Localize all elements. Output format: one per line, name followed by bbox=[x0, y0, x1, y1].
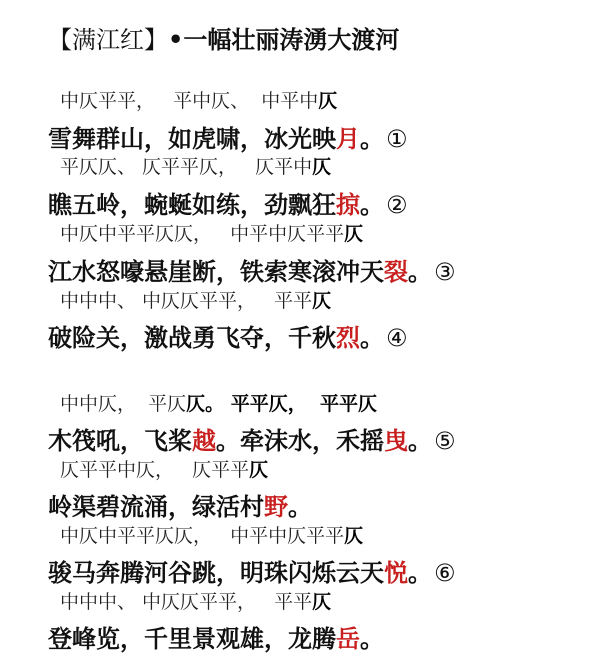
verse-line-6-tail: 。 bbox=[288, 492, 312, 521]
verse-line-4-text: 破险关，激战勇飞夺，千秋 bbox=[48, 323, 336, 352]
tone-pattern-3-last: 仄 bbox=[344, 223, 364, 245]
tone-pattern-7 bbox=[60, 521, 363, 548]
poem-title bbox=[48, 20, 399, 55]
verse-line-4-tail: 。 bbox=[360, 323, 384, 352]
verse-line-3-tail: 。 bbox=[408, 257, 432, 286]
rhyme-char-7: 悦 bbox=[384, 558, 408, 587]
tone-pattern-8-text: 中中中、 中仄仄平平， 平平 bbox=[60, 591, 313, 613]
rhyme-char-6: 野 bbox=[264, 492, 288, 521]
verse-number-1: ① bbox=[386, 125, 408, 153]
tone-pattern-2-last: 仄 bbox=[312, 156, 332, 178]
verse-line-2 bbox=[48, 185, 408, 220]
verse-line-1 bbox=[48, 119, 408, 154]
tone-pattern-2-text: 平仄仄、 仄平平仄， 仄平中 bbox=[60, 156, 313, 178]
tone-pattern-6 bbox=[60, 455, 268, 482]
verse-line-5 bbox=[48, 421, 456, 456]
verse-line-7-tail: 。 bbox=[408, 558, 432, 587]
verse-line-4 bbox=[48, 318, 408, 353]
verse-line-3 bbox=[48, 252, 456, 287]
verse-line-5-tail2: 。 bbox=[408, 426, 432, 455]
tone-pattern-3 bbox=[60, 219, 363, 246]
verse-line-3-text: 江水怒嚎悬崖断，铁索寒滚冲天 bbox=[48, 257, 384, 286]
rhyme-char-1: 月 bbox=[336, 124, 360, 153]
verse-line-8-tail: 。 bbox=[360, 624, 384, 653]
tone-pattern-4-text: 中中中、 中仄仄平平， 平平 bbox=[60, 290, 313, 312]
tone-pattern-4-last: 仄 bbox=[312, 290, 332, 312]
tone-pattern-5-text: 中中仄， 平仄 bbox=[60, 393, 187, 415]
title-main: •一幅壮丽涛湧大渡河 bbox=[168, 25, 400, 54]
tone-pattern-7-text: 中仄中平平仄仄， 中平中仄平平 bbox=[60, 525, 345, 547]
tone-pattern-8 bbox=[60, 587, 331, 614]
rhyme-char-4: 烈 bbox=[336, 323, 360, 352]
tone-pattern-1-last: 仄 bbox=[318, 90, 338, 112]
verse-line-5-text: 木筏吼，飞桨 bbox=[48, 426, 192, 455]
verse-line-5-tail: 。牵沫水，禾摇 bbox=[216, 426, 384, 455]
tone-pattern-5-last: 仄。 平平仄， 平平仄 bbox=[186, 393, 377, 415]
verse-number-7: ⑥ bbox=[434, 559, 456, 587]
tone-pattern-6-text: 仄平平中仄， 仄平平 bbox=[60, 459, 250, 481]
verse-number-5: ⑤ bbox=[434, 427, 456, 455]
tone-pattern-3-text: 中仄中平平仄仄， 中平中仄平平 bbox=[60, 223, 345, 245]
verse-line-6-text: 岭渠碧流涌，绿活村 bbox=[48, 492, 264, 521]
rhyme-char-2: 掠 bbox=[336, 190, 360, 219]
tone-pattern-1 bbox=[60, 86, 337, 113]
tone-pattern-5 bbox=[60, 389, 377, 416]
verse-line-2-text: 瞧五岭，蜿蜒如练，劲飘狂 bbox=[48, 190, 336, 219]
verse-number-3: ③ bbox=[434, 258, 456, 286]
verse-line-7-text: 骏马奔腾河谷跳，明珠闪烁云天 bbox=[48, 558, 384, 587]
verse-line-1-text: 雪舞群山，如虎啸，冰光映 bbox=[48, 124, 336, 153]
tone-pattern-6-last: 仄 bbox=[249, 459, 269, 481]
verse-number-4: ④ bbox=[386, 324, 408, 352]
rhyme-char-5: 越 bbox=[192, 426, 216, 455]
tone-pattern-2 bbox=[60, 152, 331, 179]
tone-pattern-7-last: 仄 bbox=[344, 525, 364, 547]
rhyme-char-5b: 曳 bbox=[384, 426, 408, 455]
title-bracket: 【满江红】 bbox=[48, 26, 168, 54]
verse-line-8-text: 登峰览，千里景观雄，龙腾 bbox=[48, 624, 336, 653]
rhyme-char-3: 裂 bbox=[384, 257, 408, 286]
verse-line-7 bbox=[48, 553, 456, 588]
verse-line-8 bbox=[48, 619, 384, 654]
tone-pattern-1-text: 中仄平平， 平中仄、 中平中 bbox=[60, 90, 319, 112]
verse-line-2-tail: 。 bbox=[360, 190, 384, 219]
verse-line-6 bbox=[48, 487, 312, 522]
verse-number-2: ② bbox=[386, 191, 408, 219]
tone-pattern-4 bbox=[60, 286, 331, 313]
rhyme-char-8: 岳 bbox=[336, 624, 360, 653]
tone-pattern-8-last: 仄 bbox=[312, 591, 332, 613]
verse-line-1-tail: 。 bbox=[360, 124, 384, 153]
